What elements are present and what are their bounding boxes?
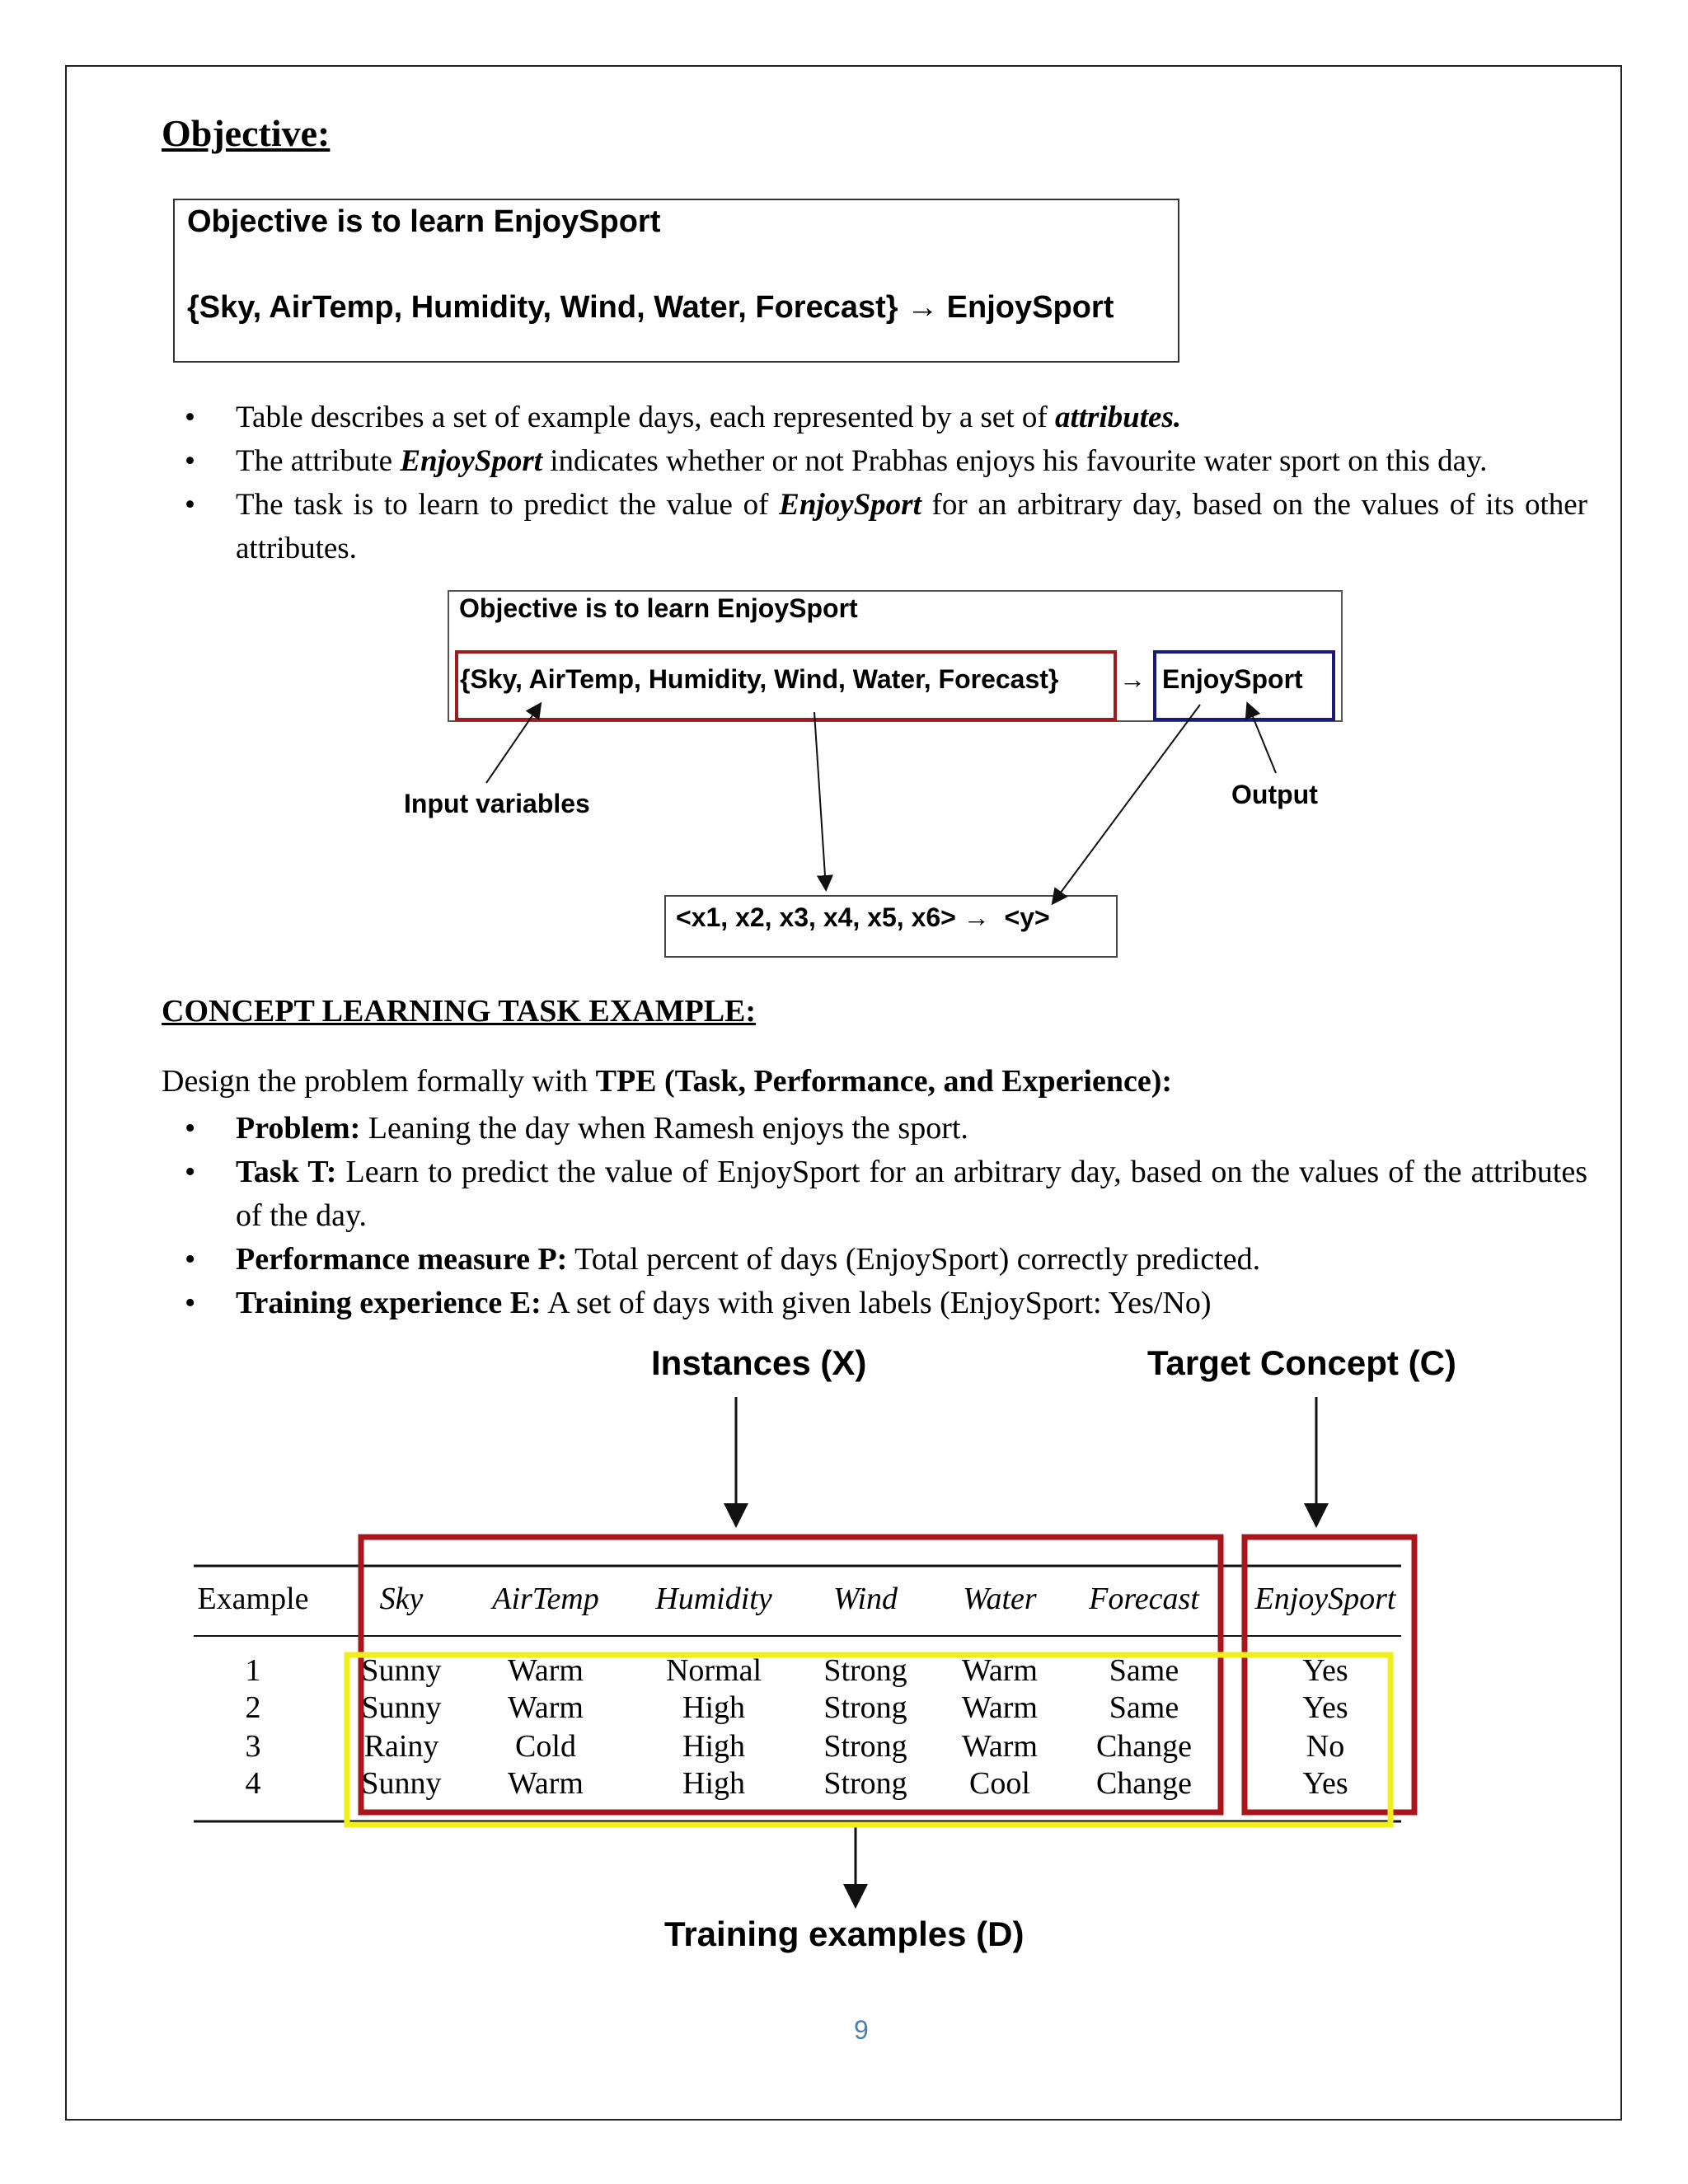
objective-box-line1: Objective is to learn EnjoySport	[187, 204, 661, 239]
table-cell-sky: Sunny	[361, 1653, 442, 1688]
table-cell-humidity: High	[682, 1690, 745, 1725]
list-item: • Performance measure P: Total percent of days (EnjoySport) correctly predicted.	[185, 1242, 1261, 1277]
table-cell-airtemp: Warm	[508, 1766, 584, 1801]
table-cell-humidity: Normal	[665, 1653, 762, 1688]
diagram1-input-label: Input variables	[404, 789, 590, 818]
table-header-humidity: Humidity	[655, 1582, 772, 1616]
page-number: 9	[854, 2015, 869, 2045]
objective-box-line2: {Sky, AirTemp, Humidity, Wind, Water, Forecast} → EnjoySport	[187, 290, 1114, 325]
table-header-wind: Wind	[832, 1582, 898, 1616]
table-cell-example: 4	[245, 1766, 261, 1801]
list-item: • Task T: Learn to predict the value of EnjoySport for an arbitrary day, based on the values of the attributes of the day.	[185, 1155, 1587, 1233]
target-concept-label: Target Concept (C)	[1147, 1343, 1456, 1382]
table-cell-water: Warm	[962, 1729, 1038, 1764]
table-cell-wind: Strong	[823, 1729, 907, 1764]
table-cell-forecast: Same	[1109, 1653, 1179, 1688]
table-cell-sky: Rainy	[363, 1729, 439, 1764]
diagram1-inputs: {Sky, AirTemp, Humidity, Wind, Water, Forecast}	[460, 664, 1059, 694]
table-cell-enjoysport: Yes	[1302, 1690, 1348, 1725]
table-header-forecast: Forecast	[1089, 1582, 1199, 1616]
table-cell-sky: Sunny	[361, 1766, 442, 1801]
table-cell-enjoysport: Yes	[1302, 1653, 1348, 1688]
table-header-example: Example	[197, 1582, 309, 1616]
list-item: • Training experience E: A set of days with given labels (EnjoySport: Yes/No)	[185, 1286, 1212, 1320]
table-cell-water: Cool	[969, 1766, 1030, 1801]
table-cell-wind: Strong	[823, 1690, 907, 1725]
diagram1-title: Objective is to learn EnjoySport	[459, 593, 858, 623]
table-cell-example: 1	[245, 1653, 261, 1688]
objective-bullets	[162, 396, 1587, 570]
table-cell-humidity: High	[682, 1766, 745, 1801]
table-cell-forecast: Change	[1095, 1766, 1193, 1801]
table-header-airtemp: AirTemp	[492, 1582, 599, 1616]
table-cell-enjoysport: Yes	[1302, 1766, 1348, 1801]
diagram1-arrow: →	[1119, 664, 1146, 694]
table-cell-humidity: High	[682, 1729, 745, 1764]
table-cell-wind: Strong	[823, 1653, 907, 1688]
list-item: • The task is to learn to predict the value of EnjoySport for an arbitrary day, based on the values of its other attributes.	[185, 488, 1587, 565]
table-cell-enjoysport: No	[1306, 1729, 1345, 1764]
objective-heading: Objective:	[162, 112, 331, 154]
table-cell-airtemp: Cold	[515, 1729, 576, 1764]
list-item: • Table describes a set of example days, each represented by a set of attributes.	[185, 401, 1182, 434]
table-header-enjoysport: EnjoySport	[1254, 1582, 1396, 1616]
table-header-sky: Sky	[379, 1582, 424, 1616]
training-examples-label: Training examples (D)	[664, 1915, 1025, 1953]
concept-intro: Design the problem formally with TPE (Task, Performance, and Experience):	[162, 1064, 1173, 1099]
table-cell-forecast: Same	[1109, 1690, 1179, 1725]
list-item: • Problem: Leaning the day when Ramesh enjoys the sport.	[185, 1111, 968, 1146]
diagram1-output: EnjoySport	[1162, 664, 1303, 694]
table-header-water: Water	[963, 1582, 1037, 1616]
table-cell-example: 3	[245, 1729, 261, 1764]
table-cell-forecast: Change	[1095, 1729, 1193, 1764]
concept-bullets	[162, 1107, 1587, 1325]
table-cell-water: Warm	[962, 1690, 1038, 1725]
concept-heading: CONCEPT LEARNING TASK EXAMPLE:	[162, 994, 757, 1029]
table-cell-wind: Strong	[823, 1766, 907, 1801]
diagram1-mapping: <x1, x2, x3, x4, x5, x6> → <y>	[676, 902, 1050, 932]
table-cell-airtemp: Warm	[508, 1653, 584, 1688]
table-cell-water: Warm	[962, 1653, 1038, 1688]
instances-label: Instances (X)	[651, 1343, 867, 1382]
diagram1-output-label: Output	[1231, 780, 1318, 809]
list-item: • The attribute EnjoySport indicates whether or not Prabhas enjoys his favourite water sport on this day.	[185, 444, 1488, 478]
table-cell-example: 2	[245, 1690, 261, 1725]
table-cell-sky: Sunny	[361, 1690, 442, 1725]
table-cell-airtemp: Warm	[508, 1690, 584, 1725]
